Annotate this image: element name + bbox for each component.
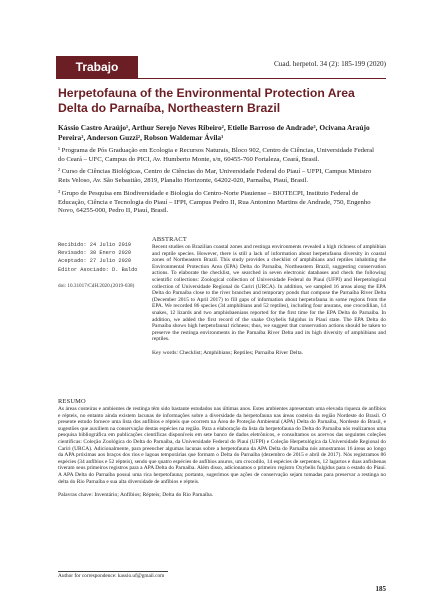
correspondence-footnote: Author for correspondence: kassio.uf@gmail.com: [58, 573, 165, 579]
resumo-heading: RESUMO: [58, 398, 86, 405]
article-title: Herpetofauna of the Environmental Protection Area Delta do Parnaíba, Northeastern Brazil: [58, 86, 355, 115]
article-history: [58, 241, 142, 290]
affiliations: [58, 147, 380, 220]
footnote-rule: [58, 571, 168, 572]
header-rule: [56, 78, 386, 79]
palavras-chave: Palavras chave: Inventário; Anfíbios; Répteis; Delta do Rio Parnaíba.: [58, 492, 214, 499]
resumo-section: [58, 398, 386, 498]
abstract-section: [152, 236, 386, 362]
page-number: 185: [375, 585, 386, 593]
received-date: Recibido: 24 Julio 2019: [58, 242, 132, 248]
affiliation-2: ² Curso de Ciências Biológicas, Centro de Ciências do Mar, Universidade Federal do Piauí – UFPI, Campus Ministro Reis Veloso, Av. São Sebastião, 2819, Planalto Horizonte, 64202-020, Parnaíba, Piauí, Brasil.: [58, 168, 372, 185]
affiliation-1: ¹ Programa de Pós Graduação em Ecologia e Recursos Naturais, Bloco 902, Centro de Ciências, Universidade Federal do Ceará – UFC, Campus do PICI, Av. Humberto Monte, s/n, 60455-760 Fortaleza, Ceará, Brasil.: [58, 147, 375, 163]
journal-citation: Cuad. herpetol. 34 (2): 185-199 (2020): [274, 60, 386, 68]
accepted-date: Aceptado: 27 Julio 2020: [58, 258, 132, 265]
author-list: Kássio Castro Araújo¹, Arthur Serejo Neves Ribeiro², Etielle Barroso de Andrade³, Ocivana Araújo Pereira², Anderson Guzzi², Robson Waldemar Ávila¹: [58, 123, 370, 142]
keywords: Key words: Checklist; Amphibians; Reptiles; Parnaíba River Delta.: [152, 349, 304, 356]
abstract-text: Recent studies on Brazilian coastal zones and restinga environments revealed a high richness of amphibian and reptile species. However, there is still a lack of information about herpetofauna diversity in coastal zones of Northeastern Brazil. This study provides a checklist of amphibians and reptiles inhabiting the Environmental Protection Area (EPA) Delta do Parnaíba, Northeastern Brazil, suggesting conservation actions. To elaborate the checklist, we searched in seven electronic databases and check the following scientific collections: Zoological collection of Universidade Federal do Piauí (UFPI) and Herpetological collection of Universidade Regional do Cariri (URCA). In addition, we sampled 16 areas along the EPA Delta do Parnaíba close to the river branches and temporary ponds that compose the Parnaíba River Delta (December 2015 to April 2017) to fill gaps of information about herpetofauna in some regions from the EPA. We recorded 86 species (34 amphibians and 52 reptiles), including four anurans, one crocodilian, 14 snakes, 12 lizards and two amphisbaenians reported for the first time for the EPA Delta do Parnaíba. In addition, we added the first record of the snake Oxybelis fulgidus in Piauí state. The EPA Delta do Parnaíba shows high herpetofaunal richness; thus, we suggest that conservation actions should be taken to preserve the restinga environments in the Parnaíba River Delta and its high diversity of amphibians and reptiles.: [152, 244, 386, 343]
revised-date: Revisado: 30 Enero 2020: [58, 250, 132, 257]
doi-link[interactable]: doi: 10.31017/CdH.2020.(2019-038): [58, 282, 135, 289]
abstract-heading: ABSTRACT: [152, 236, 187, 243]
associate-editor: Editor Asociado: D. Baldo: [58, 266, 138, 273]
section-tab: Trabajo: [56, 56, 138, 78]
resumo-text: As áreas costeiras e ambientes de restinga têm sido bastante estudados nas últimas anos. Estes ambientes apresentam uma elevada riqueza de anfíbios e répteis, no entanto ainda existem lacunas de informações sobre a diversidade da herpetofauna nas áreas costeira da região Nordeste do Brasil. O presente estudo fornece uma lista dos anfíbios e répteis que ocorrem na Área de Proteção Ambiental (APA) Delta do Parnaíba, Nordeste do Brasil, e sugestões que auxiliem na conservação destas espécies na região. Para a elaboração da lista da herpetofauna do Delta do Parnaíba nós realizamos uma pesquisa bibliográfica em publicações científicas disponíveis em sete banco de dados eletrônicos, e consultamos os acervos das seguintes coleções científicas: Coleção Zoológica do Delta do Parnaíba, da Universidade Federal do Piauí (UFPI) e Coleção Herpetológica da Universidade Regional do Cariri (URCA). Adicionalmente, para preencher algumas lacunas sobre a herpetofauna da APA Delta do Parnaíba nós amostramos 16 áreas ao longo da APA próximas aos braços dos rios e lagoas temporárias que formam o Delta do Parnaíba (dezembro de 2015 e abril de 2017). Nós registramos 86 espécies (34 anfíbios e 52 répteis), sendo que quatro espécies de anfíbios anuros, um crocodilo, 14 espécies de serpentes, 12 lagartos e duas anfisbenas tiveram seus primeiros registros para a APA Delta do Parnaíba. Além disso, adicionamos o primeiro registro Oxybelis fulgidus para o estado do Piauí. A APA Delta do Parnaíba possui uma rica herpetofauna; portanto, sugerimos que ações de conservação sejam tomadas para preservar a restinga no delta do Rio Parnaíba e sua alta diversidade de anfíbios e répteis.: [58, 406, 386, 485]
affiliation-3: ³ Grupo de Pesquisa em Biodiversidade e Biologia do Centro-Norte Piauiense – BIOTECPI, Instituto Federal de Educação, Ciência e Tecnologia do Piauí – IFPI, Campus Pedro II, Rua Antonino Martins de Andrade, 750, Engenho Novo, 64255-000, Pedro II, Piauí, Brasil.: [58, 189, 371, 215]
